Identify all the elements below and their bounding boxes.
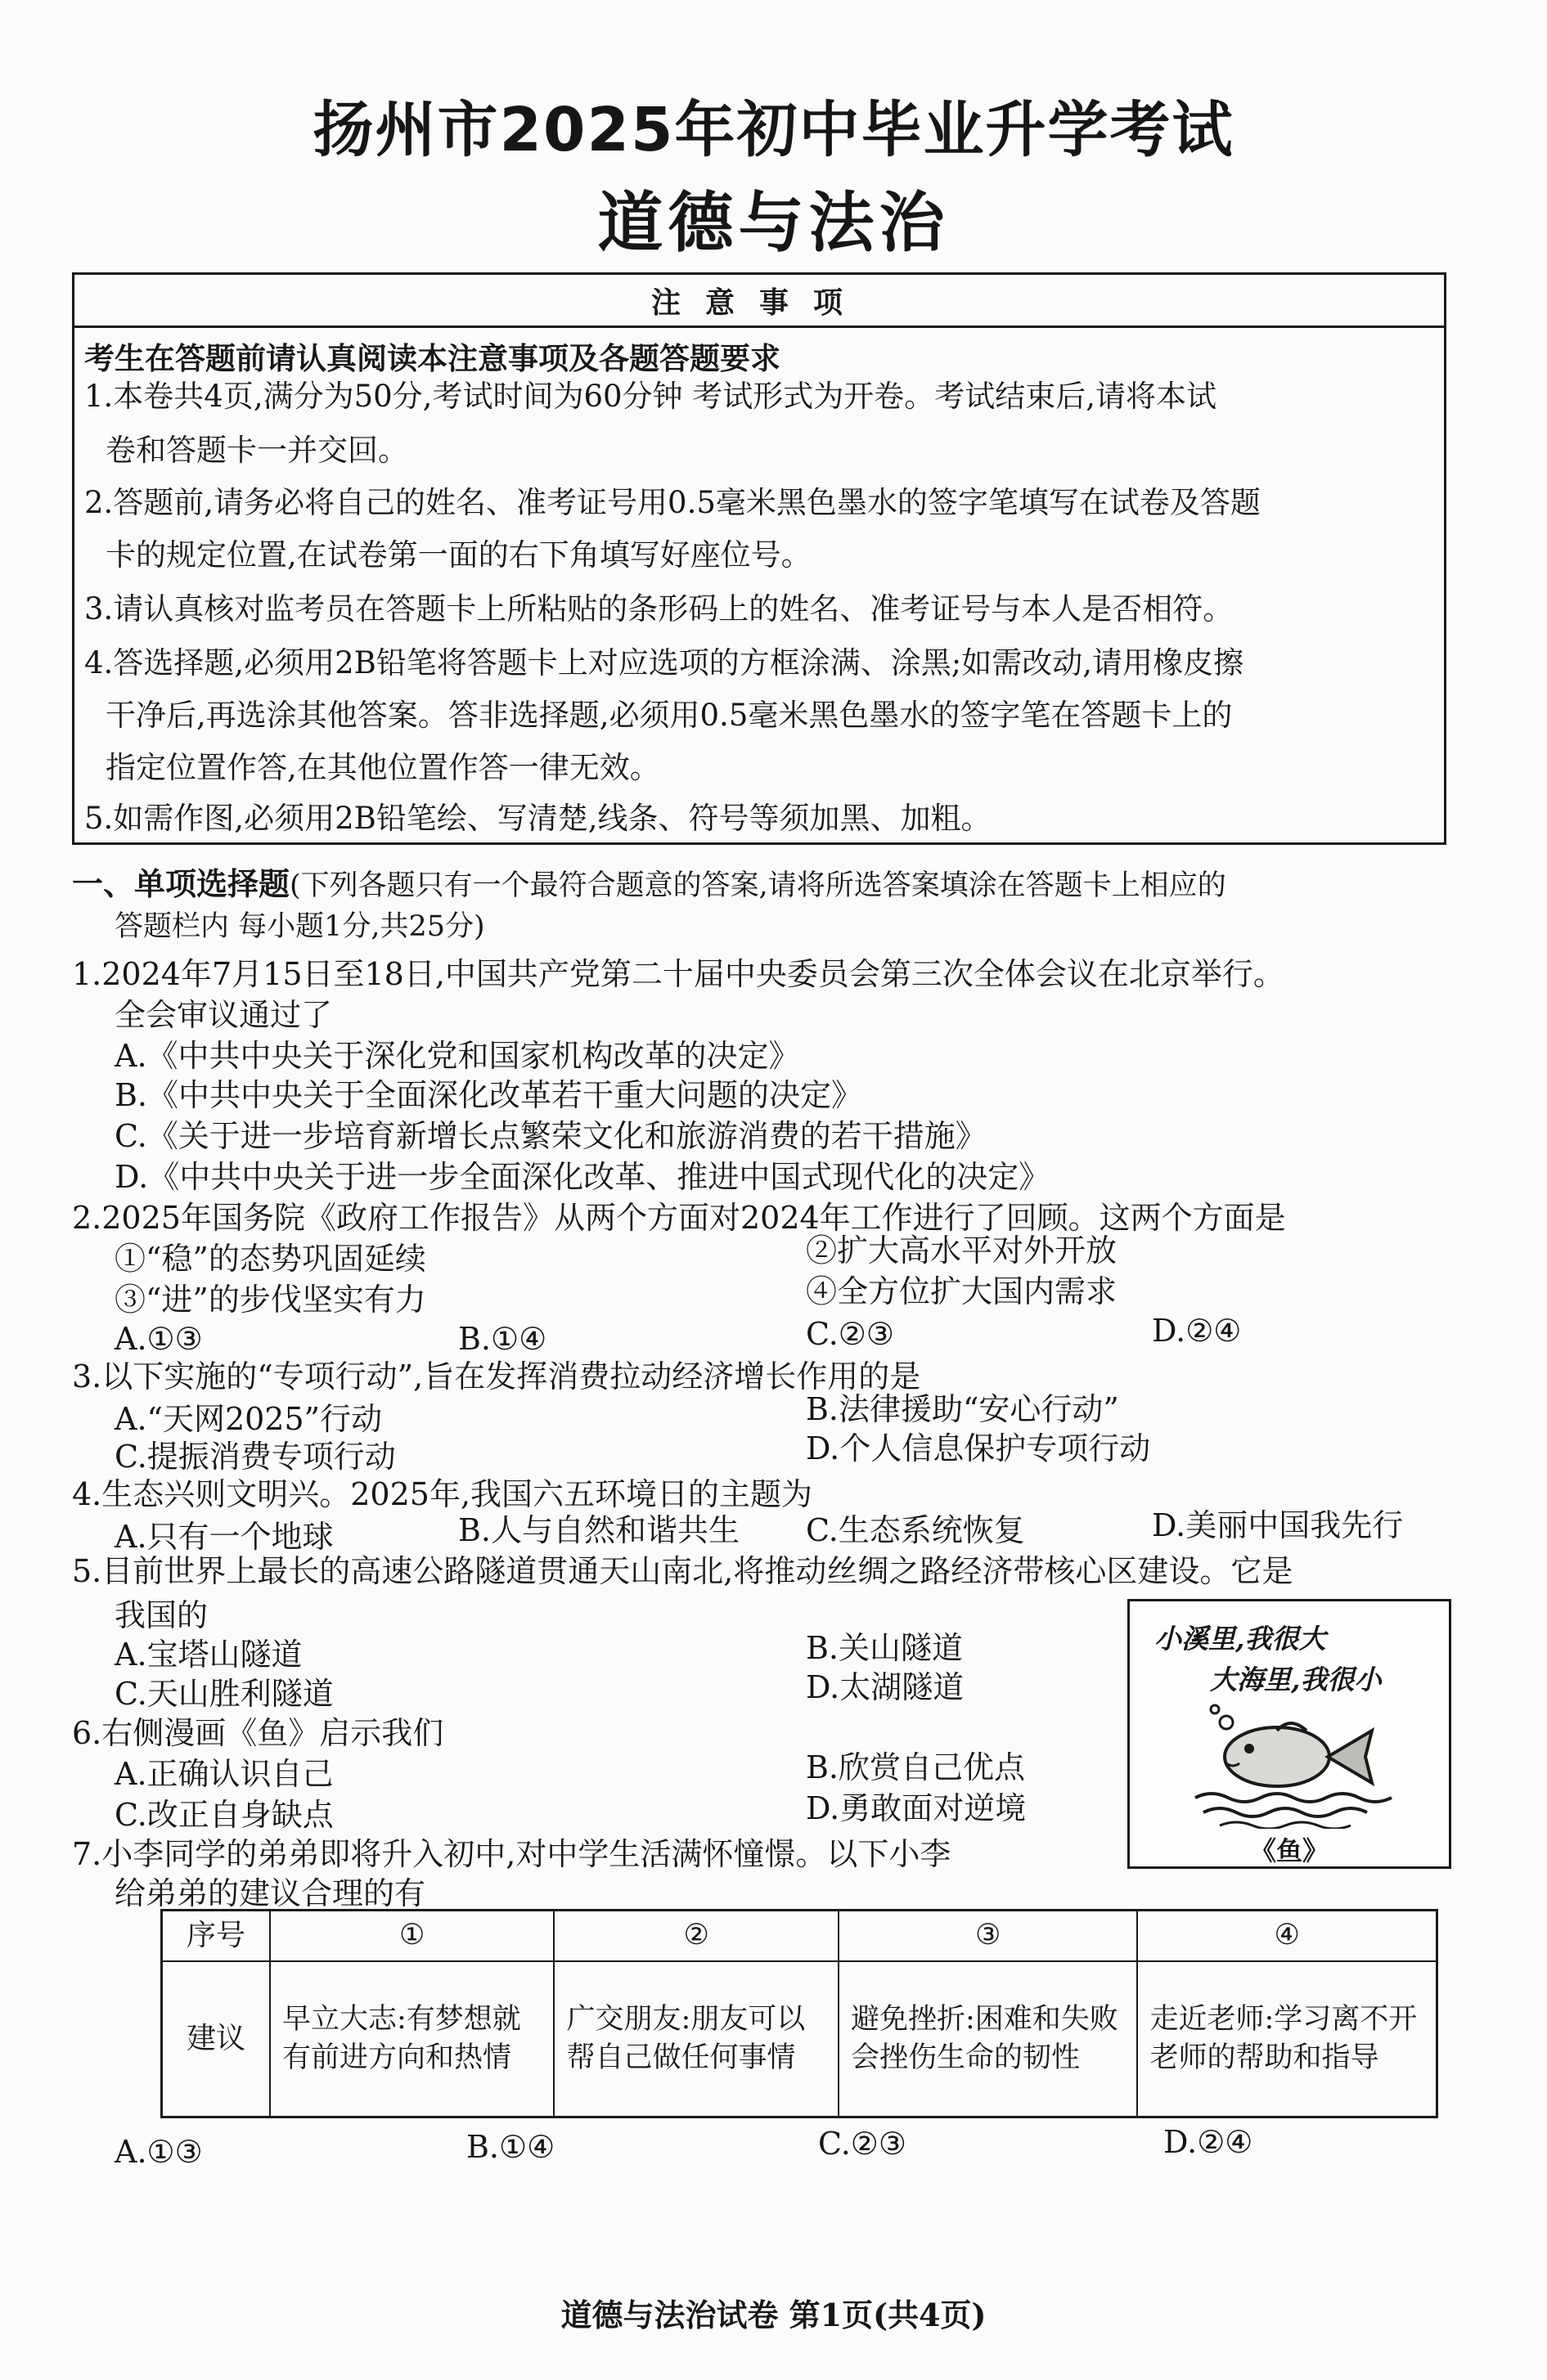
cartoon-text-1: 小溪里,我很大 xyxy=(1154,1623,1326,1655)
exam-title: 扬州市2025年初中毕业升学考试 xyxy=(313,95,1234,165)
notice-line-5: 3.请认真核对监考员在答题卡上所粘贴的条形码上的姓名、准考证号与本人是否相符。 xyxy=(84,591,1234,626)
section-desc-1: (下列各题只有一个最符合题意的答案,请将所选答案填涂在答题卡上相应的 xyxy=(290,869,1226,902)
q4-option-a: A.只有一个地球 xyxy=(115,1519,334,1555)
table-col-1: ① xyxy=(270,1911,554,1962)
q2-option-d: D.②④ xyxy=(1152,1313,1242,1349)
q7-option-b: B.①④ xyxy=(466,2129,555,2165)
q5-stem-1: 5.目前世界上最长的高速公路隧道贯通天山南北,将推动丝绸之路经济带核心区建设。它是 xyxy=(72,1553,1293,1589)
q6-option-d: D.勇敢面对逆境 xyxy=(806,1790,1027,1826)
table-cell-2: 广交朋友:朋友可以帮自己做任何事情 xyxy=(554,1961,838,2117)
q5-stem-2: 我国的 xyxy=(115,1597,209,1633)
q7-stem-1: 7.小李同学的弟弟即将升入初中,对中学生活满怀憧憬。以下小李 xyxy=(72,1836,951,1872)
q3-option-c: C.提振消费专项行动 xyxy=(115,1439,396,1475)
q3-option-b: B.法律援助“安心行动” xyxy=(806,1391,1119,1427)
table-cell-3: 避免挫折:困难和失败会挫伤生命的韧性 xyxy=(839,1961,1138,2117)
q1-stem-2: 全会审议通过了 xyxy=(115,997,333,1033)
table-cell-4: 走近老师:学习离不开老师的帮助和指导 xyxy=(1137,1961,1437,2117)
notice-line-9: 5.如需作图,必须用2B铅笔绘、写清楚,线条、符号等须加黑、加粗。 xyxy=(84,801,992,836)
q1-option-a: A.《中共中央关于深化党和国家机构改革的决定》 xyxy=(115,1038,800,1074)
table-header-row xyxy=(162,1911,1437,1962)
table-cell-1: 早立大志:有梦想就有前进方向和热情 xyxy=(270,1961,554,2117)
q4-option-b: B.人与自然和谐共生 xyxy=(458,1512,740,1548)
table-col-3: ③ xyxy=(839,1911,1138,1962)
q2-item-1: ①“稳”的态势巩固延续 xyxy=(115,1241,426,1277)
table-header-label: 序号 xyxy=(162,1911,271,1962)
notice-box xyxy=(72,272,1446,845)
waves-icon xyxy=(1195,1794,1392,1829)
q2-stem: 2.2025年国务院《政府工作报告》从两个方面对2024年工作进行了回顾。这两个方面是 xyxy=(72,1200,1286,1236)
q5-option-c: C.天山胜利隧道 xyxy=(115,1676,334,1712)
cartoon-text-2: 大海里,我很小 xyxy=(1210,1664,1382,1695)
notice-line-2: 卷和答题卡一并交回。 xyxy=(106,433,408,468)
notice-lead: 考生在答题前请认真阅读本注意事项及各题答题要求 xyxy=(84,341,780,376)
q4-stem: 4.生态兴则文明兴。2025年,我国六五环境日的主题为 xyxy=(72,1476,813,1512)
q2-item-4: ④全方位扩大国内需求 xyxy=(806,1273,1118,1309)
q1-option-b: B.《中共中央关于全面深化改革若干重大问题的决定》 xyxy=(115,1077,863,1113)
fish-icon xyxy=(1211,1705,1372,1786)
q4-option-d: D.美丽中国我先行 xyxy=(1152,1507,1404,1543)
q3-option-d: D.个人信息保护专项行动 xyxy=(806,1430,1151,1466)
table-row-label: 建议 xyxy=(162,1961,271,2117)
section-desc-2: 答题栏内 每小题1分,共25分) xyxy=(115,910,485,943)
q5-option-d: D.太湖隧道 xyxy=(806,1669,965,1705)
notice-line-6: 4.答选择题,必须用2B铅笔将答题卡上对应选项的方框涂满、涂黑;如需改动,请用橡皮擦 xyxy=(84,645,1244,680)
q3-option-a: A.“天网2025”行动 xyxy=(115,1401,383,1437)
table-col-4: ④ xyxy=(1137,1911,1437,1962)
q6-option-a: A.正确认识自己 xyxy=(115,1756,334,1792)
q6-stem: 6.右侧漫画《鱼》启示我们 xyxy=(72,1715,444,1751)
fish-drawing xyxy=(1179,1698,1408,1829)
notice-line-7: 干净后,再选涂其他答案。答非选择题,必须用0.5毫米黑色墨水的签字笔在答题卡上的 xyxy=(106,698,1233,733)
q2-item-2: ②扩大高水平对外开放 xyxy=(806,1233,1118,1269)
notice-divider xyxy=(74,326,1444,328)
q7-option-a: A.①③ xyxy=(115,2134,203,2170)
suggestion-table xyxy=(160,1909,1438,2118)
q7-stem-2: 给弟弟的建议合理的有 xyxy=(115,1875,426,1911)
q1-option-c: C.《关于进一步培育新增长点繁荣文化和旅游消费的若干措施》 xyxy=(115,1118,987,1154)
q1-option-d: D.《中共中央关于进一步全面深化改革、推进中国式现代化的决定》 xyxy=(115,1159,1050,1195)
notice-line-4: 卡的规定位置,在试卷第一面的右下角填写好座位号。 xyxy=(106,537,812,573)
q6-option-b: B.欣赏自己优点 xyxy=(806,1749,1026,1785)
table-row xyxy=(162,1961,1437,2117)
q2-option-c: C.②③ xyxy=(806,1316,894,1352)
q7-option-c: C.②③ xyxy=(818,2126,906,2162)
table-col-2: ② xyxy=(554,1911,838,1962)
page-footer: 道德与法治试卷 第1页(共4页) xyxy=(560,2297,987,2333)
q5-option-a: A.宝塔山隧道 xyxy=(115,1637,303,1673)
notice-line-1: 1.本卷共4页,满分为50分,考试时间为60分钟 考试形式为开卷。考试结束后,请将本试 xyxy=(84,379,1217,414)
notice-heading: 注意事项 xyxy=(650,286,867,320)
cartoon-caption: 《鱼》 xyxy=(1249,1835,1329,1866)
q5-option-b: B.关山隧道 xyxy=(806,1630,964,1666)
section-title: 一、单项选择题 xyxy=(72,866,290,902)
section-heading xyxy=(72,866,1226,902)
q7-option-d: D.②④ xyxy=(1163,2124,1253,2160)
notice-line-3: 2.答题前,请务必将自己的姓名、准考证号用0.5毫米黑色墨水的签字笔填写在试卷及答题 xyxy=(84,485,1261,520)
notice-line-8: 指定位置作答,在其他位置作答一律无效。 xyxy=(106,750,660,785)
q4-option-c: C.生态系统恢复 xyxy=(806,1512,1025,1548)
q3-stem: 3.以下实施的“专项行动”,旨在发挥消费拉动经济增长作用的是 xyxy=(72,1358,921,1394)
q6-option-c: C.改正自身缺点 xyxy=(115,1797,334,1833)
subject-title: 道德与法治 xyxy=(597,185,950,261)
q2-item-3: ③“进”的步伐坚实有力 xyxy=(115,1282,426,1318)
q2-option-a: A.①③ xyxy=(115,1321,203,1357)
cartoon-fish xyxy=(1127,1599,1451,1869)
q2-option-b: B.①④ xyxy=(458,1321,547,1357)
q1-stem-1: 1.2024年7月15日至18日,中国共产党第二十届中央委员会第三次全体会议在北京举行。 xyxy=(72,956,1284,992)
